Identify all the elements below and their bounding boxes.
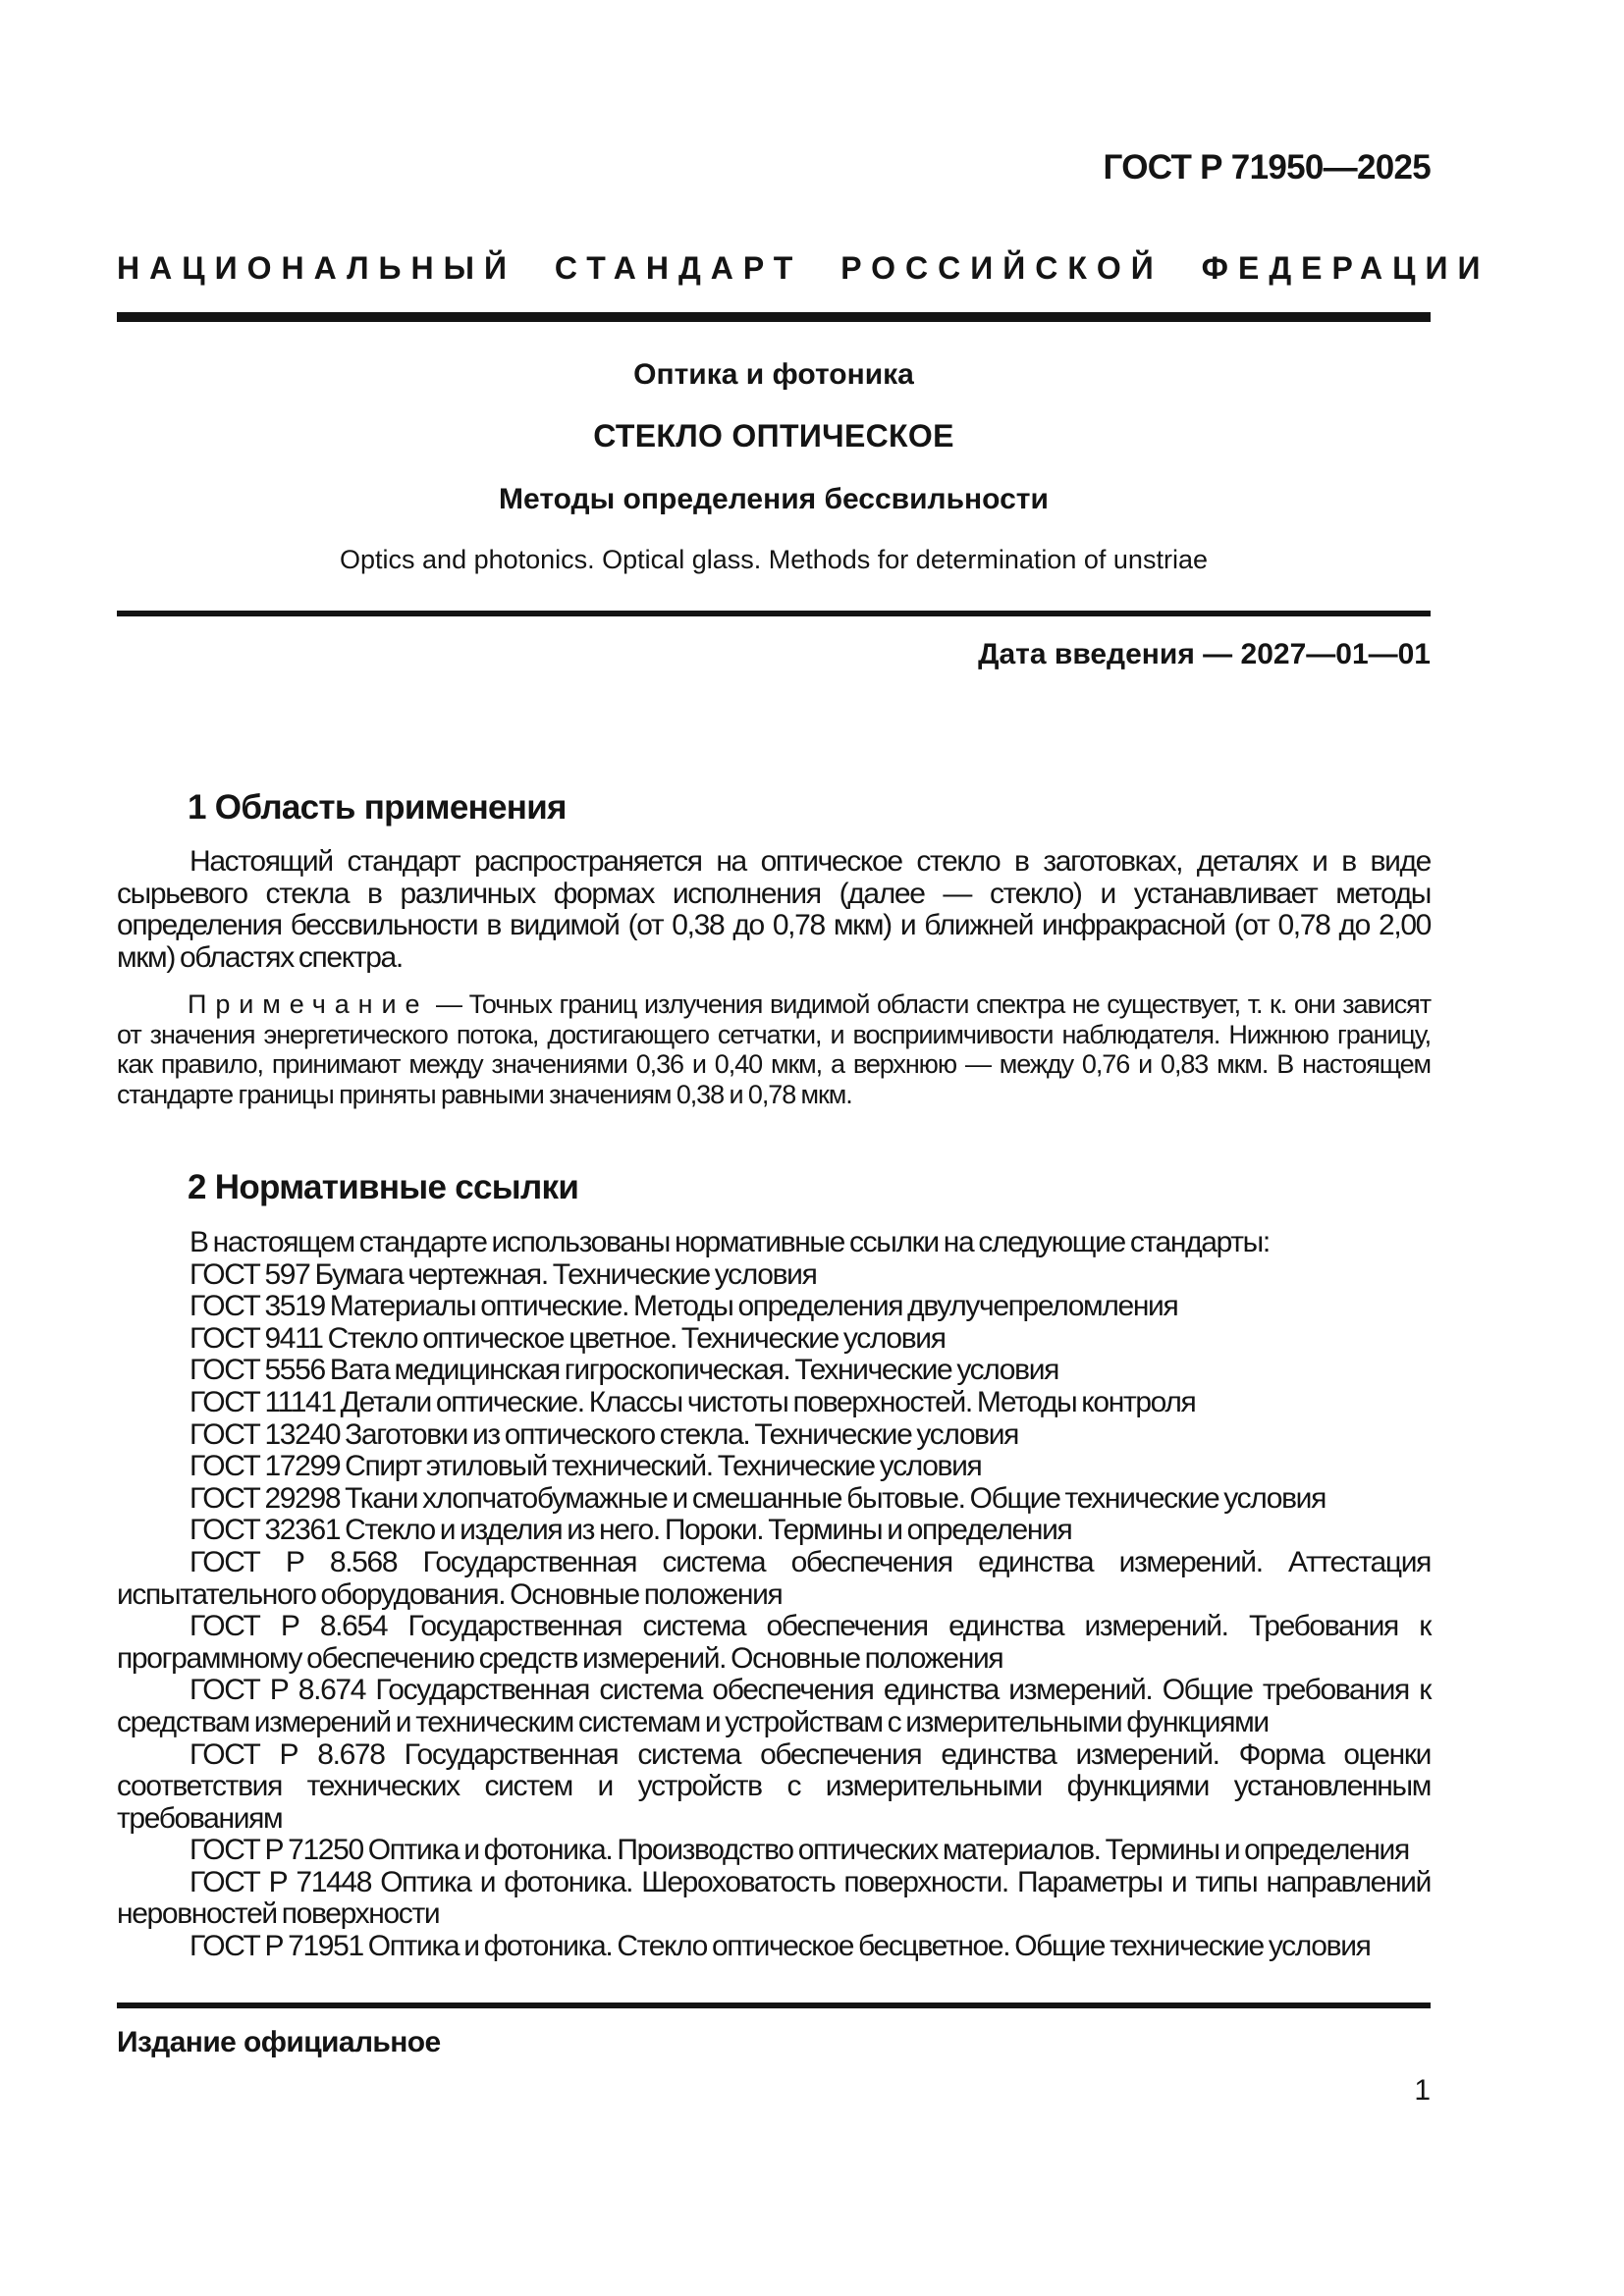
scope-paragraph: Настоящий стандарт распространяется на оптическое стекло в заготовках, деталях и в виде сырьевого стекла в различных формах исполнения (далее — стекло) и устанавливает методы определения бессвильности в видимой (от 0,38 до 0,78 мкм) и ближней инфракрасной (от 0,78 до 2,00 мкм) областях спектра.: [117, 845, 1431, 974]
reference-item: ГОСТ 3519 Материалы оптические. Методы определения двулучепреломления: [189, 1290, 1178, 1323]
reference-item: ГОСТ 17299 Спирт этиловый технический. Технические условия: [189, 1450, 982, 1483]
reference-item: ГОСТ 32361 Стекло и изделия из него. Пороки. Термины и определения: [189, 1514, 1072, 1547]
reference-item: ГОСТ 11141 Детали оптические. Классы чистоты поверхностей. Методы контроля: [189, 1385, 1196, 1418]
banner-rule: [117, 312, 1431, 322]
reference-item: ГОСТ Р 8.674 Государственная система обеспечения единства измерений. Общие требования к средствам измерений и техническим системам и устройствам с измерительными функциями: [117, 1674, 1431, 1738]
reference-item: ГОСТ 29298 Ткани хлопчатобумажные и смешанные бытовые. Общие технические условия: [189, 1481, 1326, 1515]
section-1-heading: 1 Область применения: [188, 788, 567, 827]
references-intro: В настоящем стандарте использованы нормативные ссылки на следующие стандарты:: [189, 1226, 1270, 1258]
title-method: Методы определения бессвильности: [499, 483, 1049, 515]
title-main: СТЕКЛО ОПТИЧЕСКОЕ: [593, 418, 954, 454]
section-2-heading: 2 Нормативные ссылки: [188, 1168, 579, 1206]
reference-item: ГОСТ Р 71951 Оптика и фотоника. Стекло оптическое бесцветное. Общие технические условия: [189, 1930, 1371, 1963]
reference-item: ГОСТ Р 8.678 Государственная система обеспечения единства измерений. Форма оценки соответствия технических систем и устройств с измерительными функциями установленным требованиям: [117, 1737, 1431, 1835]
references-block: [117, 1227, 1431, 1963]
title-rule: [117, 611, 1431, 616]
reference-item: ГОСТ Р 71250 Оптика и фотоника. Производство оптических материалов. Термины и определения: [189, 1834, 1409, 1867]
reference-item: ГОСТ 9411 Стекло оптическое цветное. Технические условия: [189, 1321, 946, 1355]
effective-date: Дата введения — 2027—01—01: [978, 638, 1431, 670]
national-standard-banner: НАЦИОНАЛЬНЫЙ СТАНДАРТ РОССИЙСКОЙ ФЕДЕРАЦИИ: [117, 250, 1490, 286]
scope-note: [117, 989, 1431, 1109]
references-list: [117, 1259, 1431, 1963]
page-number: 1: [1414, 2074, 1431, 2107]
title-subject-group: Оптика и фотоника: [633, 358, 914, 391]
official-edition-label: Издание официальное: [117, 2026, 441, 2058]
reference-item: ГОСТ 597 Бумага чертежная. Технические условия: [189, 1257, 817, 1291]
reference-item: ГОСТ 5556 Вата медицинская гигроскопическая. Технические условия: [189, 1354, 1059, 1387]
title-english: Optics and photonics. Optical glass. Methods for determination of unstriae: [340, 545, 1208, 574]
footer-rule: [117, 2002, 1431, 2008]
note-text: — Точных границ излучения видимой области спектра не существует, т. к. они зависят от значения энергетического потока, достигающего сетчатки, и восприимчивости наблюдателя. Нижнюю границу, как правило, принимают между значениями 0,36 и 0,40 мкм, а верхнюю — между 0,76 и 0,83 мкм. В настоящем стандарте границы приняты равными значениям 0,38 и 0,78 мкм.: [117, 989, 1432, 1109]
reference-item: ГОСТ 13240 Заготовки из оптического стекла. Технические условия: [189, 1417, 1019, 1451]
note-label: Примечание: [188, 989, 429, 1019]
reference-item: ГОСТ Р 8.654 Государственная система обеспечения единства измерений. Требования к программному обеспечению средств измерений. Основные положения: [117, 1610, 1431, 1675]
reference-item: ГОСТ Р 71448 Оптика и фотоника. Шероховатость поверхности. Параметры и типы направлений неровностей поверхности: [117, 1865, 1431, 1931]
document-code: ГОСТ Р 71950—2025: [1103, 148, 1431, 187]
reference-item: ГОСТ Р 8.568 Государственная система обеспечения единства измерений. Аттестация испытательного оборудования. Основные положения: [117, 1545, 1431, 1611]
